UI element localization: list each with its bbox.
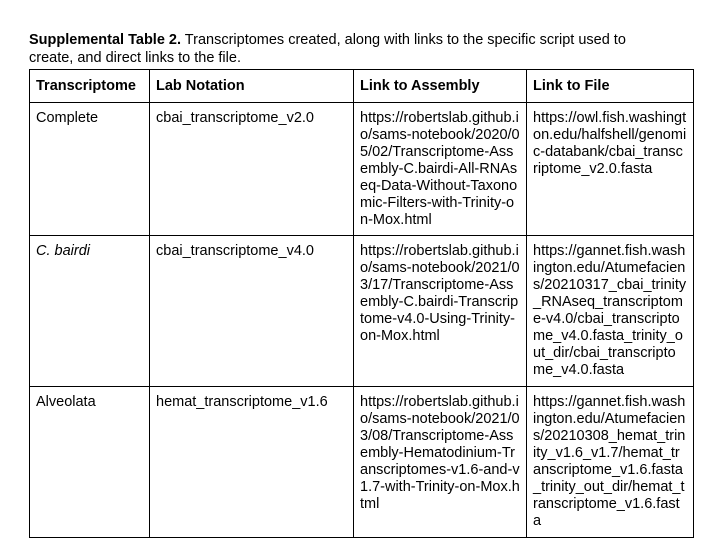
cell-assembly-link[interactable]: https://robertslab.github.io/sams-notebook/2020/05/02/Transcriptome-Assembly-C.bairdi-All-RNAseq-Data-Without-Taxonomic-Filters-with-Trinity-on-Mox.html	[354, 103, 527, 236]
cell-lab-notation: cbai_transcriptome_v4.0	[150, 236, 354, 387]
cell-transcriptome: Alveolata	[30, 387, 150, 538]
cell-assembly-link[interactable]: https://robertslab.github.io/sams-notebook/2021/03/08/Transcriptome-Assembly-Hematodinium-Transcriptomes-v1.6-and-v1.7-with-Trinity-on-Mox.html	[354, 387, 527, 538]
header-row	[30, 70, 694, 103]
header-transcriptome: Transcriptome	[30, 70, 150, 103]
cell-file-link[interactable]: https://gannet.fish.washington.edu/Atumefaciens/20210317_cbai_trinity_RNAseq_transcriptome-v4.0/cbai_transcriptome_v4.0.fasta_trinity_out_dir/cbai_transcriptome_v4.0.fasta	[527, 236, 694, 387]
cell-file-link[interactable]: https://gannet.fish.washington.edu/Atumefaciens/20210308_hemat_trinity_v1.6_v1.7/hemat_transcriptome_v1.6.fasta_trinity_out_dir/hemat_transcriptome_v1.6.fasta	[527, 387, 694, 538]
table-caption	[29, 31, 669, 67]
table-row	[30, 103, 694, 236]
table-row	[30, 236, 694, 387]
cell-transcriptome: Complete	[30, 103, 150, 236]
cell-file-link[interactable]: https://owl.fish.washington.edu/halfshell/genomic-databank/cbai_transcriptome_v2.0.fasta	[527, 103, 694, 236]
transcriptome-table	[29, 69, 694, 538]
caption-label: Supplemental Table 2.	[29, 32, 182, 48]
header-lab-notation: Lab Notation	[150, 70, 354, 103]
cell-transcriptome: C. bairdi	[30, 236, 150, 387]
cell-lab-notation: cbai_transcriptome_v2.0	[150, 103, 354, 236]
caption-text: Transcriptomes created, along with links to the specific script used to create, and direct links to the file.	[29, 32, 626, 66]
cell-assembly-link[interactable]: https://robertslab.github.io/sams-notebook/2021/03/17/Transcriptome-Assembly-C.bairdi-Transcriptome-v4.0-Using-Trinity-on-Mox.html	[354, 236, 527, 387]
table-row	[30, 387, 694, 538]
header-link-to-file: Link to File	[527, 70, 694, 103]
cell-lab-notation: hemat_transcriptome_v1.6	[150, 387, 354, 538]
header-link-to-assembly: Link to Assembly	[354, 70, 527, 103]
